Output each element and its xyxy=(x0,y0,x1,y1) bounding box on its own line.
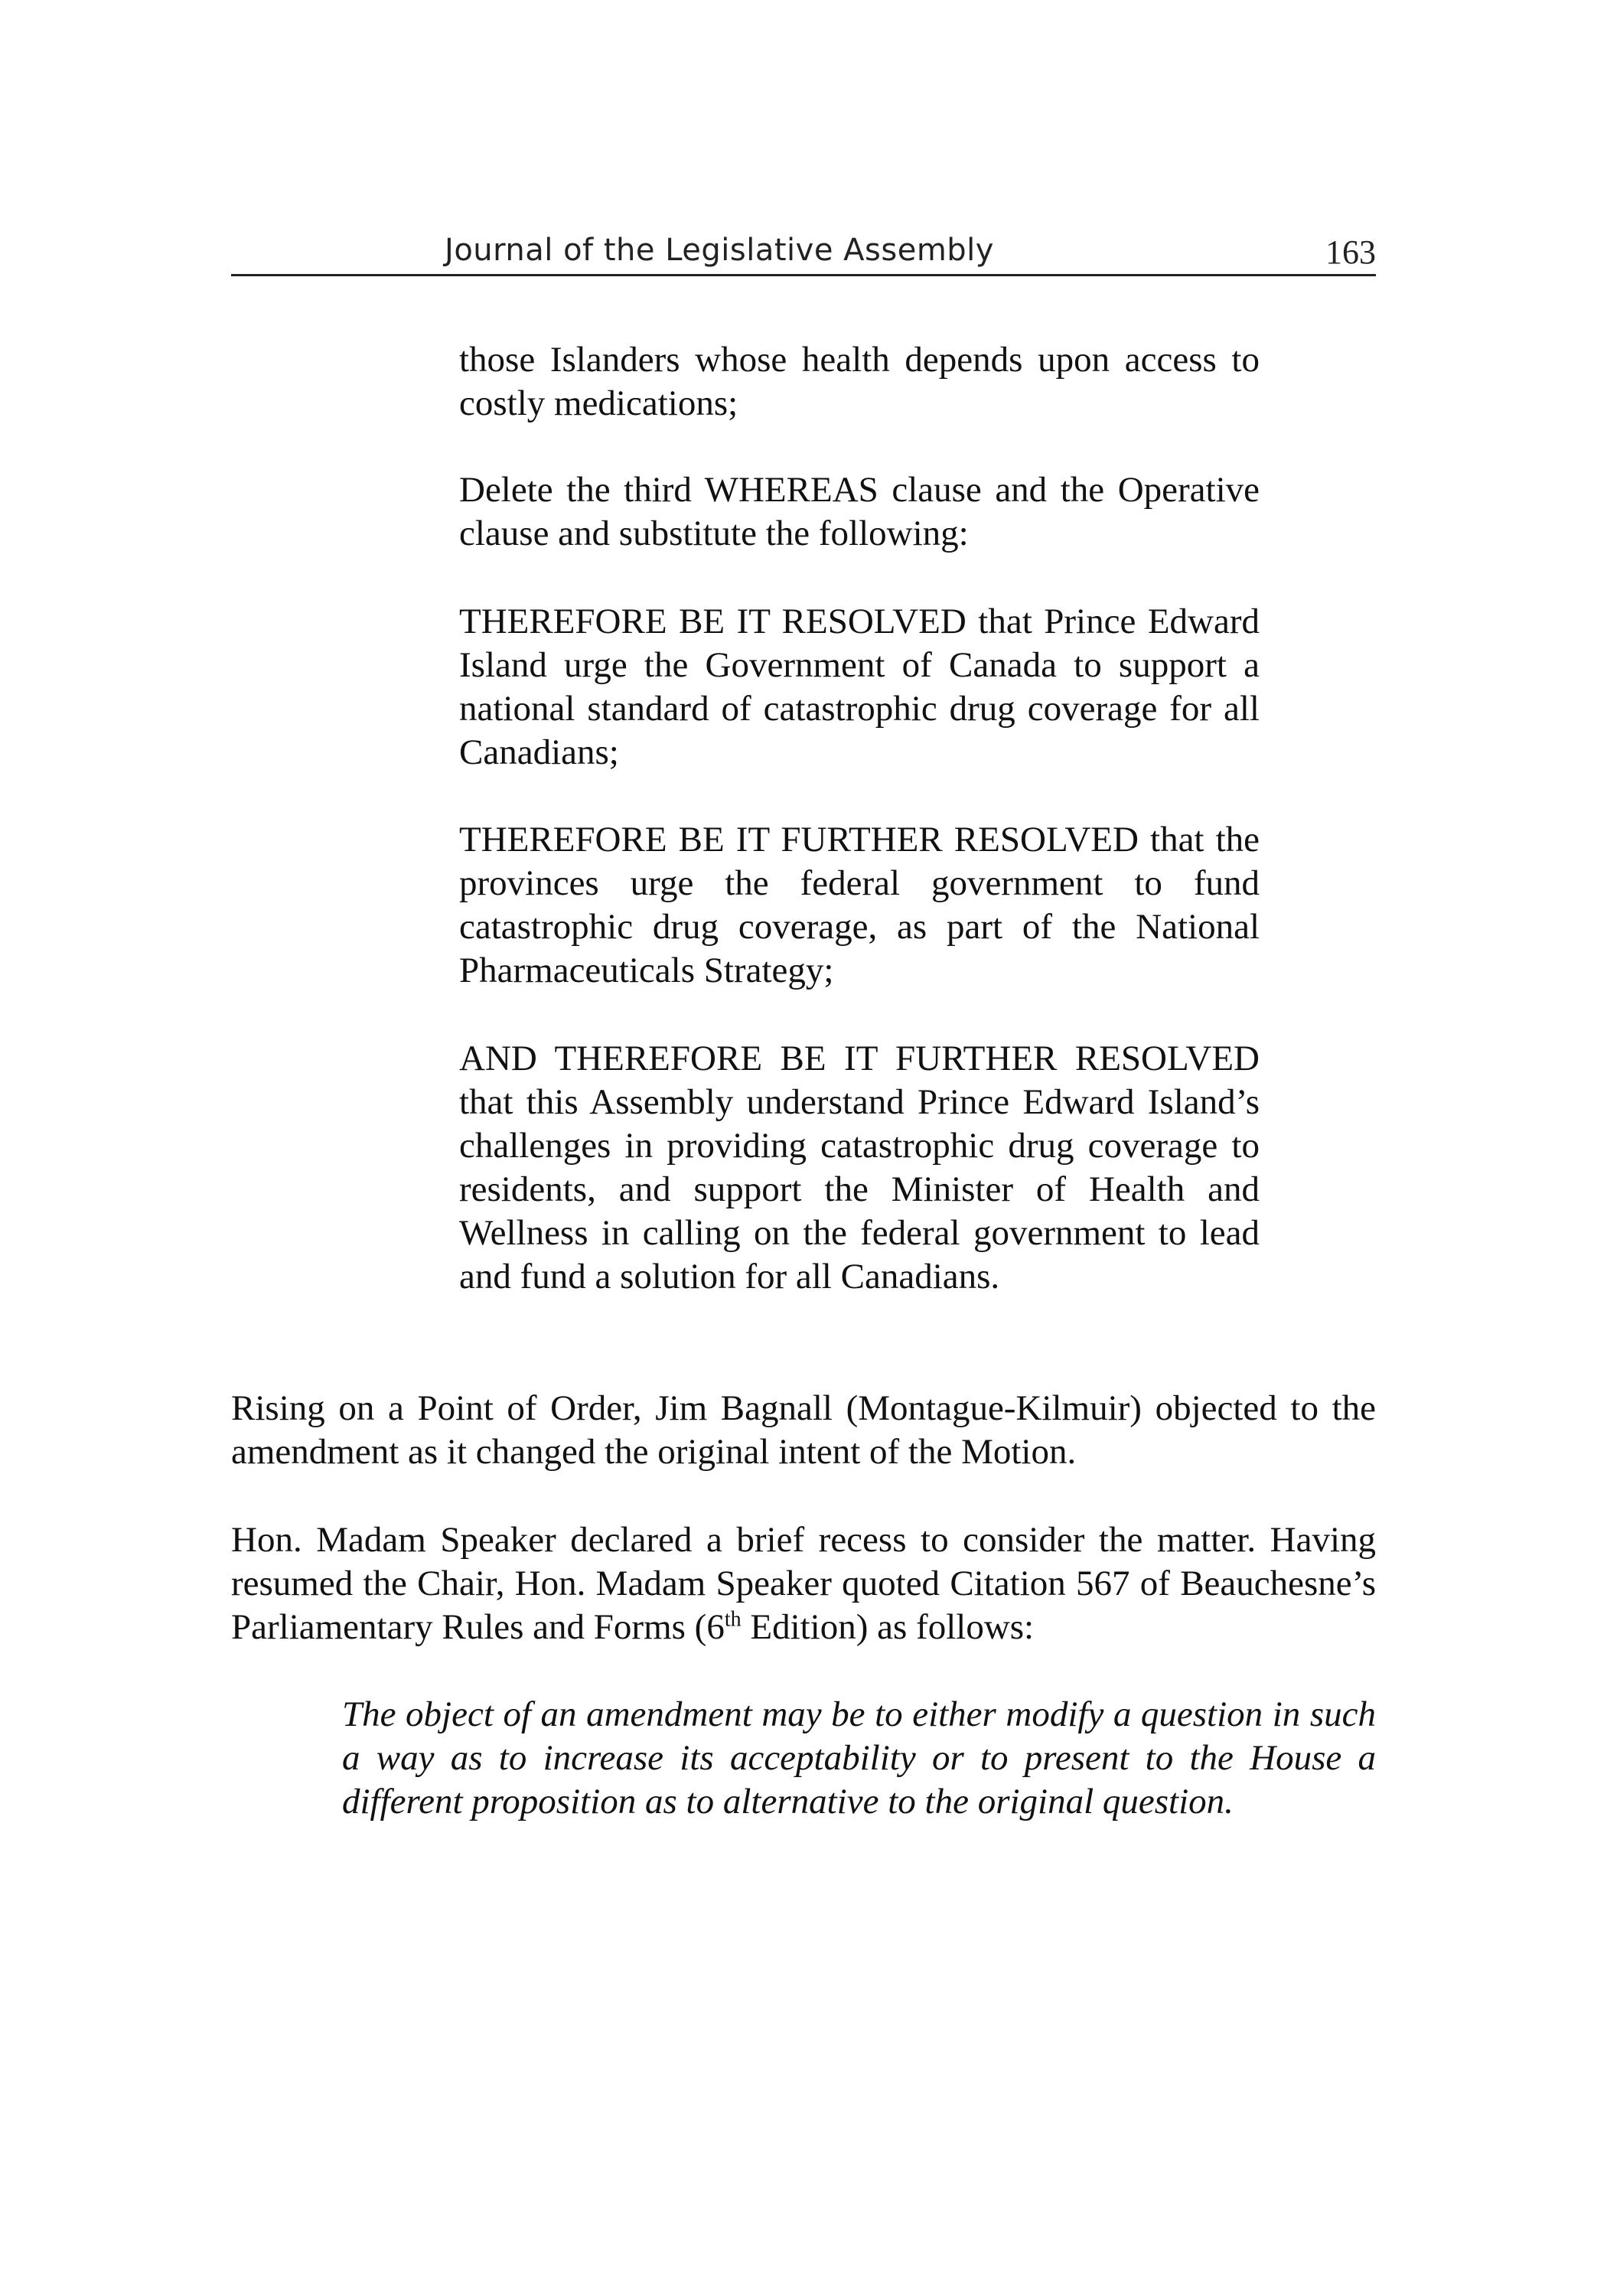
speaker-ruling-text-end: Edition) as follows: xyxy=(741,1607,1035,1647)
paragraph-continuation: those Islanders whose health depends upon access to costly medications; xyxy=(459,340,1260,423)
paragraph-resolved: THEREFORE BE IT RESOLVED that Prince Edward Island urge the Government of Canada to support a national standard of catastrophic drug coverage for all Canadians; xyxy=(459,602,1260,772)
header-rule xyxy=(231,274,1376,276)
paragraph-speaker-ruling xyxy=(231,1518,1376,1649)
paragraph-further-resolved: THEREFORE BE IT FURTHER RESOLVED that the provinces urge the federal government to fund catastrophic drug coverage, as part of the National Pharmaceuticals Strategy; xyxy=(459,820,1260,990)
paragraph-and-further-resolved: AND THEREFORE BE IT FURTHER RESOLVED that this Assembly understand Prince Edward Island’s challenges in providing catastrophic drug coverage to residents, and support the Minister of Health and Wellness in calling on the federal government to lead and fund a solution for all Canadians. xyxy=(459,1039,1260,1296)
speaker-ruling-text: Hon. Madam Speaker declared a brief recess to consider the matter. Having resumed the Chair, Hon. Madam Speaker quoted Citation 567 of Beauchesne’s Parliamentary Rules and Forms (6 xyxy=(231,1520,1376,1647)
paragraph-point-of-order: Rising on a Point of Order, Jim Bagnall (Montague-Kilmuir) objected to the amendment as it changed the original intent of the Motion. xyxy=(231,1388,1376,1472)
citation-quote: The object of an amendment may be to either modify a question in such a way as to increase its acceptability or to present to the House a different proposition as to alternative to the original question. xyxy=(342,1694,1376,1821)
paragraph-delete-clause: Delete the third WHEREAS clause and the Operative clause and substitute the following: xyxy=(459,470,1260,553)
page-number: 163 xyxy=(1325,233,1376,271)
edition-ordinal-suffix: th xyxy=(724,1607,742,1632)
journal-title: Journal of the Legislative Assembly xyxy=(445,233,994,268)
page-header xyxy=(231,231,1376,276)
